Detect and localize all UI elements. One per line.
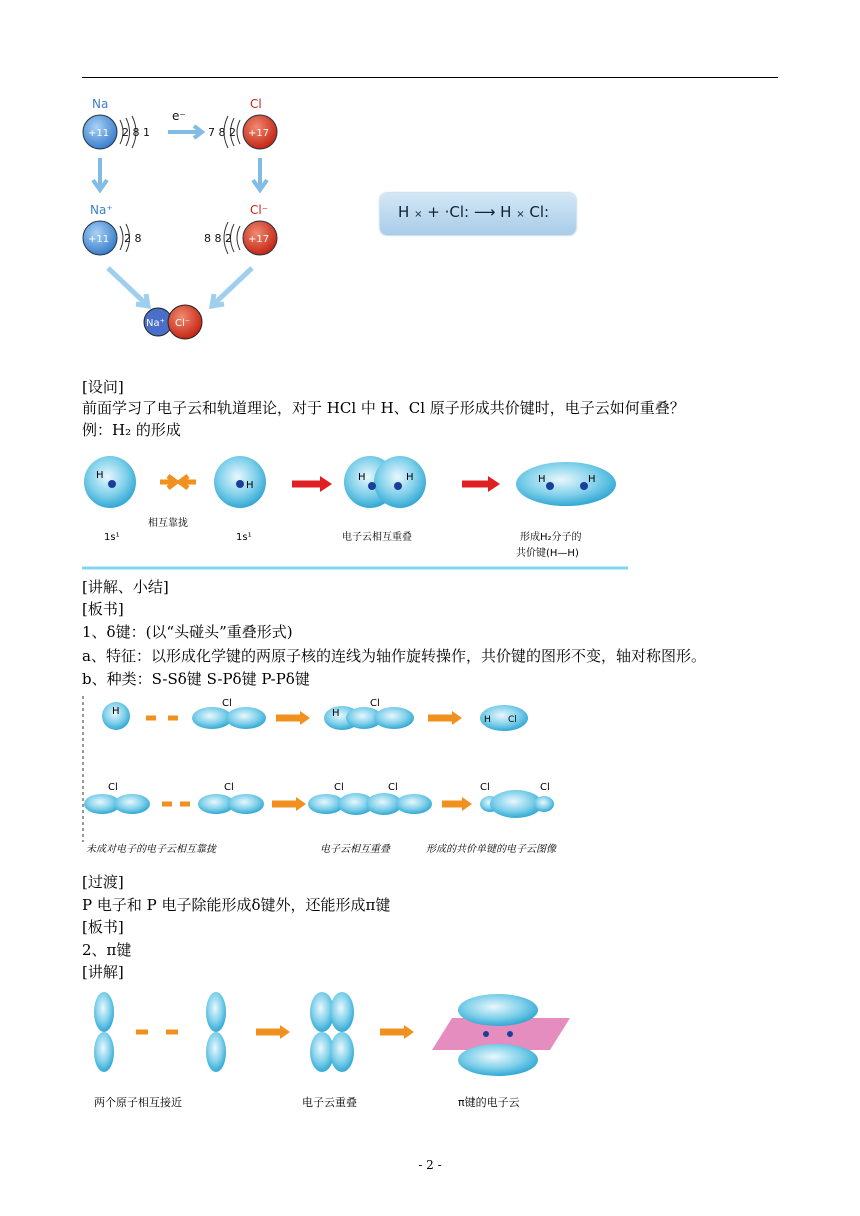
h2-right-label: H — [588, 474, 596, 485]
row1-bond-h-label: H — [484, 715, 491, 725]
pi-cloud-top — [458, 994, 538, 1026]
cl-label: Cl — [250, 97, 262, 111]
row1-h-label: H — [112, 706, 120, 717]
na-shells: 2 8 1 — [122, 126, 150, 139]
sp-overlap — [374, 707, 414, 729]
question-tag: [设问] — [82, 378, 124, 396]
transition-body: P 电子和 P 电子除能形成δ键外，还能形成π键 — [82, 896, 391, 914]
cap-form-1: 形成H₂分子的 — [520, 532, 582, 543]
header-rule — [82, 77, 778, 78]
pi-overlap — [330, 992, 354, 1032]
electron-label: e⁻ — [172, 109, 186, 123]
cap-overlap: 电子云相互重叠 — [342, 532, 412, 543]
cl-ion-label: Cl⁻ — [250, 203, 269, 217]
sigma-title: 1、δ键：(以“头碰头”重叠形式) — [82, 623, 293, 641]
lewis-cl1: ·Cl: — [444, 203, 470, 221]
na-ion-label: Na⁺ — [90, 203, 113, 217]
lewis-x: × — [414, 209, 423, 220]
example-label: 例：H₂ 的形成 — [82, 421, 181, 439]
row1-overlap-h-label: H — [332, 708, 340, 719]
pi-title: 2、π键 — [82, 941, 132, 959]
h2-molecule-cloud — [516, 462, 616, 506]
lewis-h1: H — [398, 203, 410, 221]
p-orbital-cl-right — [228, 794, 264, 814]
diag-arrow-right — [212, 268, 252, 306]
na-label: Na — [92, 97, 109, 111]
h-overlap-right-label: H — [406, 472, 414, 483]
cl-ion-core-label: +17 — [248, 234, 270, 245]
pi-cloud-bottom — [458, 1044, 538, 1076]
pair-na-label: Na⁺ — [146, 318, 165, 329]
pi-bond-figure — [80, 988, 580, 1120]
p-orbital-a-top — [94, 992, 114, 1032]
row2-overlap-cl1-label: Cl — [334, 782, 344, 793]
cap-approach: 相互靠拢 — [148, 518, 188, 529]
cl-core-label: +17 — [248, 128, 270, 139]
sigma-cap-1: 未成对电子的电子云相互靠拢 — [86, 844, 216, 855]
page-number: - 2 - — [418, 1158, 442, 1172]
board-tag-2: [板书] — [82, 918, 124, 936]
row2-cl2-label: Cl — [224, 782, 234, 793]
pi-cap-1: 两个原子相互接近 — [94, 1096, 182, 1109]
sigma-cap-2: 电子云相互重叠 — [320, 844, 390, 855]
diag-arrow-left — [108, 268, 148, 306]
p-orbital-b-top — [206, 992, 226, 1032]
lewis-x2: × — [516, 209, 525, 220]
transition-tag: [过渡] — [82, 873, 124, 891]
question-body: 前面学习了电子云和轨道理论，对于 HCl 中 H、Cl 原子形成共价键时，电子云如何重叠？ — [82, 399, 685, 417]
sigma-feature: a、特征：以形成化学键的两原子核的连线为轴作旋转操作，共价键的图形不变，轴对称图形。 — [82, 647, 706, 665]
h2-left-label: H — [538, 474, 546, 485]
explain-tag-2: [讲解] — [82, 963, 124, 981]
row2-bond-cl1-label: Cl — [480, 782, 490, 793]
pi-cap-2: 电子云重叠 — [302, 1096, 357, 1109]
h-right-label: H — [246, 480, 254, 491]
cl-shells: 7 8 2 — [208, 126, 236, 139]
sigma-types: b、种类：S-Sδ键 S-Pδ键 P-Pδ键 — [82, 670, 310, 688]
lewis-arrow: ⟶ — [473, 203, 496, 221]
down-arrow-left — [93, 158, 107, 190]
na-ion-core-label: +11 — [88, 234, 110, 245]
row1-bond-cl-label: Cl — [508, 715, 517, 725]
h-left-label: H — [96, 470, 104, 481]
lewis-plus: + — [427, 203, 440, 221]
p-orbital-cl-left — [114, 794, 150, 814]
h-overlap-left-label: H — [358, 472, 366, 483]
cl-ion-shells: 8 8 2 — [204, 232, 232, 245]
nacl-ionic-figure — [80, 90, 310, 350]
down-arrow-right — [253, 158, 267, 190]
lewis-cl2: Cl: — [529, 203, 550, 221]
lewis-h2: H — [500, 203, 512, 221]
cap-form-2: 共价键(H—H) — [516, 548, 579, 559]
sigma-bond-figure — [80, 692, 620, 864]
h-overlap-cloud — [374, 456, 426, 508]
cap-1s-right: 1s¹ — [236, 532, 252, 543]
pair-cl-label: Cl⁻ — [175, 318, 191, 329]
sigma-cap-3: 形成的共价单键的电子云图像 — [426, 844, 556, 855]
approach-arrows — [160, 476, 196, 488]
cap-1s-left: 1s¹ — [104, 532, 120, 543]
row1-overlap-cl-label: Cl — [370, 698, 380, 709]
row2-cl1-label: Cl — [108, 782, 118, 793]
pi-cap-3: π键的电子云 — [458, 1096, 520, 1109]
row2-bond-cl2-label: Cl — [540, 782, 550, 793]
row2-overlap-cl2-label: Cl — [388, 782, 398, 793]
row1-cl-label: Cl — [222, 698, 232, 709]
board-tag-1: [板书] — [82, 600, 124, 618]
lewis-hcl-box — [380, 193, 576, 235]
na-core-label: +11 — [88, 128, 110, 139]
na-ion-shells: 2 8 — [124, 232, 142, 245]
explain-tag: [讲解、小结] — [82, 578, 169, 596]
h2-formation-figure — [80, 448, 632, 572]
